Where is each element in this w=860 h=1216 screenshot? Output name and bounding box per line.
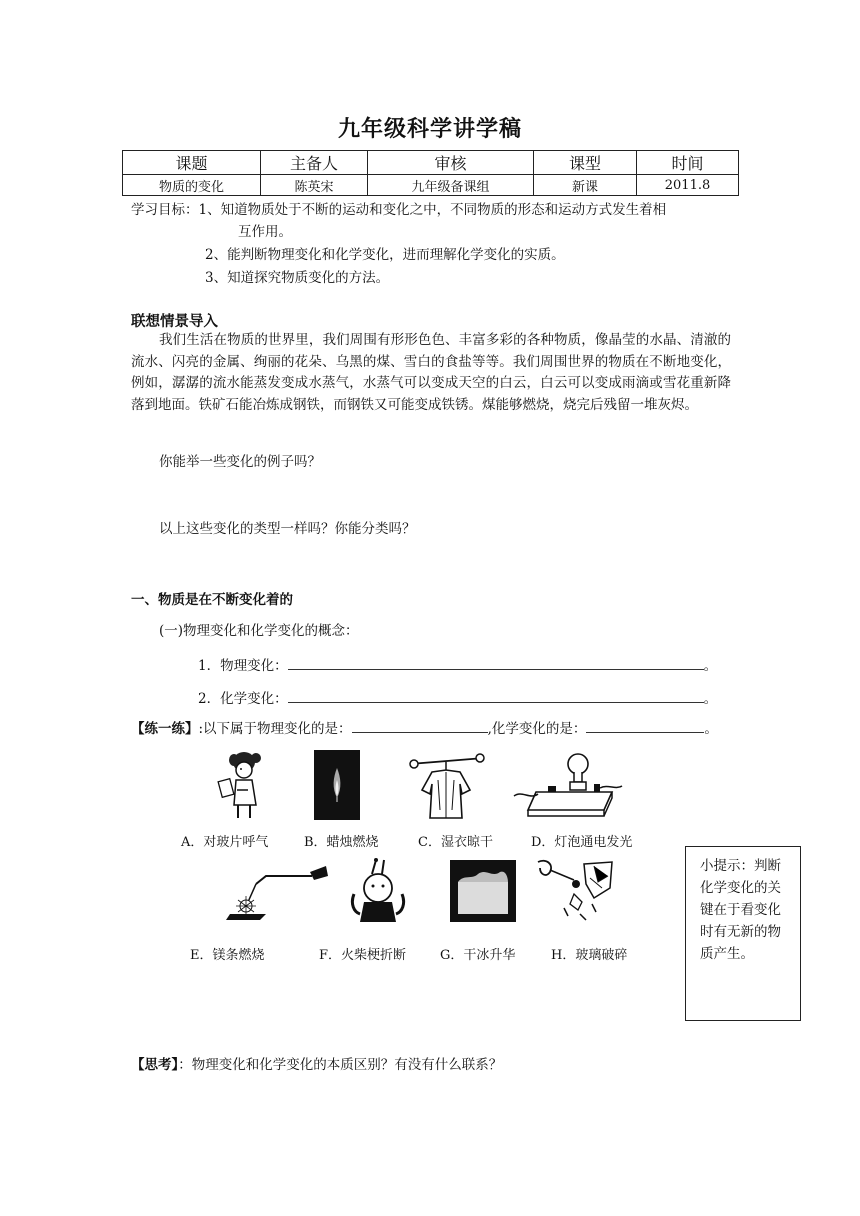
- intro-question-1: 你能举一些变化的例子吗？: [159, 454, 321, 470]
- practice-chemical-blank[interactable]: [586, 718, 704, 733]
- definition-physical-label: 1．物理变化：: [198, 658, 288, 674]
- caption-g: G．干冰升华: [440, 948, 516, 963]
- candle-flame-illustration: [314, 750, 360, 820]
- header-author: 主备人: [261, 151, 368, 175]
- practice-text-2: ,化学变化的是：: [487, 721, 587, 737]
- match-breaking-illustration: [346, 858, 410, 930]
- header-review: 审核: [368, 151, 534, 175]
- objective-1-text: 1、知道物质处于不断的运动和变化之中，不同物质的形态和运动方式发生着相: [198, 202, 667, 218]
- think-text: ：物理变化和化学变化的本质区别？有没有什么联系？: [178, 1057, 503, 1073]
- hint-box: 小提示：判断化学变化的关键在于看变化时有无新的物质产生。: [685, 846, 801, 1021]
- value-author: 陈英宋: [261, 175, 368, 196]
- magnesium-burning-illustration: [226, 862, 330, 922]
- practice-period: 。: [704, 721, 718, 737]
- drying-shirt-illustration: [408, 750, 486, 822]
- value-review: 九年级备课组: [368, 175, 534, 196]
- caption-h: H．玻璃破碎: [551, 948, 628, 963]
- caption-e: E．镁条燃烧: [190, 948, 265, 963]
- intro-question-2: 以上这些变化的类型一样吗？你能分类吗？: [159, 521, 416, 537]
- header-time: 时间: [637, 151, 739, 175]
- caption-a: A．对玻片呼气: [181, 835, 269, 850]
- caption-d: D．灯泡通电发光: [531, 835, 633, 850]
- objective-1-line-1: [131, 199, 666, 221]
- dry-ice-sublimation-illustration: [450, 860, 516, 922]
- definition-physical-row: [198, 655, 717, 677]
- objective-2: 2、能判断物理变化和化学变化，进而理解化学变化的实质。: [205, 247, 565, 263]
- definition-chemical-label: 2．化学变化：: [198, 691, 288, 707]
- table-header-row: [123, 151, 739, 175]
- light-bulb-circuit-illustration: [512, 750, 624, 822]
- practice-text-1: :以下属于物理变化的是：: [198, 721, 352, 737]
- think-label: 【思考】: [131, 1057, 179, 1073]
- objective-3: 3、知道探究物质变化的方法。: [205, 270, 390, 286]
- lesson-info-table: [122, 150, 739, 196]
- table-value-row: [123, 175, 739, 196]
- definition-chemical-row: [198, 688, 717, 710]
- glass-breaking-illustration: [534, 858, 616, 926]
- header-type: 课型: [534, 151, 637, 175]
- value-topic: 物质的变化: [123, 175, 261, 196]
- breath-on-glass-illustration: [216, 750, 266, 820]
- definition-chemical-period: 。: [703, 691, 718, 707]
- intro-heading: 联想情景导入: [131, 314, 218, 330]
- section-1-heading: 一、物质是在不断变化着的: [131, 592, 293, 608]
- physical-change-blank[interactable]: [288, 655, 704, 670]
- definition-physical-period: 。: [703, 658, 718, 674]
- caption-b: B．蜡烛燃烧: [304, 835, 379, 850]
- caption-f: F．火柴梗折断: [319, 948, 407, 963]
- practice-label: 【练一练】: [131, 721, 199, 737]
- objectives-label: 学习目标：: [131, 202, 199, 218]
- page-title: 九年级科学讲学稿: [337, 117, 522, 142]
- header-topic: 课题: [123, 151, 261, 175]
- section-1-sub: (一)物理变化和化学变化的概念：: [159, 623, 359, 639]
- think-row: [131, 1054, 502, 1076]
- value-type: 新课: [534, 175, 637, 196]
- practice-physical-blank[interactable]: [352, 718, 488, 733]
- practice-row: [131, 718, 718, 740]
- intro-paragraph: 我们生活在物质的世界里，我们周围有形形色色、丰富多彩的各种物质，像晶莹的水晶、清澈的流水、闪亮的金属、绚丽的花朵、乌黑的煤、雪白的食盐等等。我们周围世界的物质在不断地变化，例如，潺潺的流水能蒸发变成水蒸气，水蒸气可以变成天空的白云，白云可以变成雨滴或雪花重新降落到地面。铁矿石能冶炼成钢铁，而钢铁又可能变成铁锈。煤能够燃烧，烧完后残留一堆灰烬。: [131, 332, 731, 413]
- caption-c: C．湿衣晾干: [418, 835, 493, 850]
- value-time: 2011.8: [637, 175, 739, 196]
- objective-1-line-2: 互作用。: [238, 224, 292, 240]
- chemical-change-blank[interactable]: [288, 688, 704, 703]
